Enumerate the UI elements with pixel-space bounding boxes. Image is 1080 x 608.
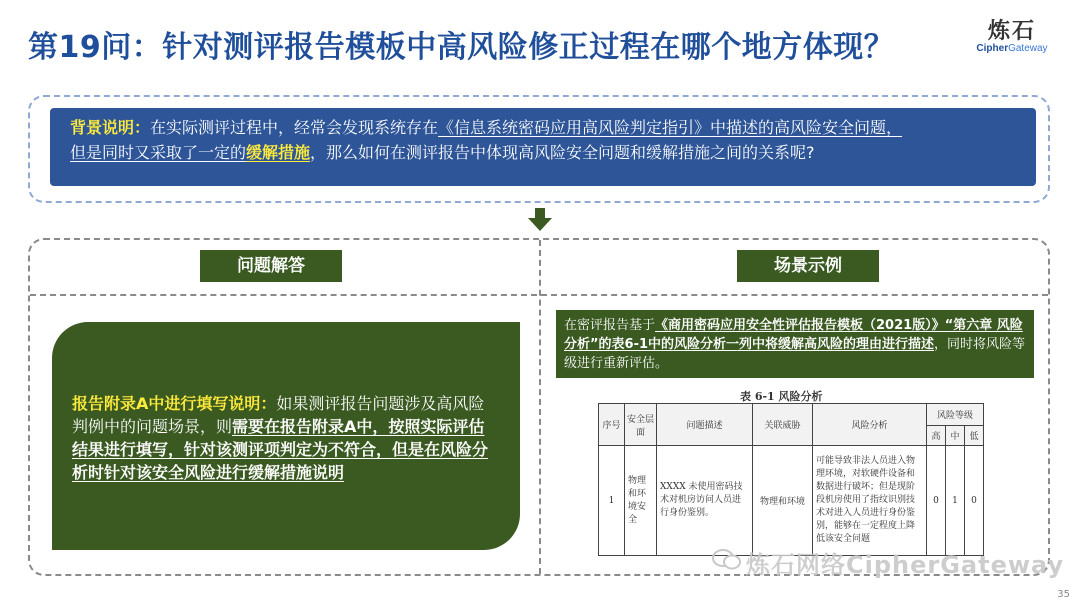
column-divider xyxy=(539,240,541,574)
td-high: 0 xyxy=(927,446,946,556)
td-no: 1 xyxy=(599,446,625,556)
background-text-3: 但是同时又采取了一定的 xyxy=(70,143,247,162)
arrow-down-icon xyxy=(527,208,553,232)
background-text-1: 在实际测评过程中，经常会发现系统存在 xyxy=(150,118,439,137)
background-label: 背景说明： xyxy=(70,118,151,137)
th-layer: 安全层面 xyxy=(625,404,657,446)
scene-text-1: 在密评报告基于 xyxy=(564,318,656,333)
th-low: 低 xyxy=(964,426,983,446)
answer-header: 问题解答 xyxy=(200,250,342,282)
wechat-icon xyxy=(712,548,742,572)
td-threat: 物理和环境 xyxy=(753,446,813,556)
table-row xyxy=(599,446,984,556)
scene-header: 场景示例 xyxy=(737,250,879,282)
th-analysis: 风险分析 xyxy=(813,404,927,446)
table-title: 表 6-1 风险分析 xyxy=(740,390,823,403)
th-threat: 关联威胁 xyxy=(753,404,813,446)
th-issue: 问题描述 xyxy=(657,404,753,446)
td-issue: XXXX 未使用密码技术对机房访问人员进行身份鉴别。 xyxy=(657,446,753,556)
th-level: 风险等级 xyxy=(927,404,984,426)
page-number: 35 xyxy=(1057,589,1070,600)
td-low: 0 xyxy=(964,446,983,556)
page-title: 第19问：针对测评报告模板中高风险修正过程在哪个地方体现？ xyxy=(28,30,895,65)
th-no: 序号 xyxy=(599,404,625,446)
th-high: 高 xyxy=(927,426,946,446)
scene-box xyxy=(556,310,1034,378)
answer-text-2: 需要在报告附录A中，按照实际评估结果进行填写，针对该测评项判定为不符合，但是在风险分析时针对该安全风险进行缓解措施说明 xyxy=(72,417,489,482)
background-text-2: 《信息系统密码应用高风险判定指引》中描述的高风险安全问题， xyxy=(438,118,903,137)
th-mid: 中 xyxy=(945,426,964,446)
watermark-text: 炼石网络CipherGateway xyxy=(746,551,1065,579)
answer-label: 报告附录A中进行填写说明： xyxy=(72,394,277,413)
scene-text-3: ，同时将风险等级进行重新评估。 xyxy=(564,337,1026,371)
answer-text-1: 如果测评报告问题涉及高风险判例中的问题场景，则 xyxy=(72,394,485,436)
risk-analysis-table xyxy=(598,403,984,556)
logo-cn-text: 炼石 xyxy=(987,19,1036,44)
answer-box xyxy=(52,322,520,550)
background-text-5: ，那么如何在测评报告中体现高风险安全问题和缓解措施之间的关系呢? xyxy=(310,143,815,162)
scene-text-2: 《商用密码应用安全性评估报告模板（2021版）》“第六章 风险分析”的表6-1中的风险分析一列中将缓解高风险的理由进行描述 xyxy=(564,318,1023,352)
td-analysis: 可能导致非法人员进入物理环境，对软硬件设备和数据进行破坏；但是现阶段机房使用了指纹识别技术对进入人员进行身份鉴别，能够在一定程度上降低该安全问题 xyxy=(813,446,927,556)
logo-en-text: CipherGateway xyxy=(976,43,1048,54)
td-mid: 1 xyxy=(945,446,964,556)
td-layer: 物理和环境安全 xyxy=(625,446,657,556)
background-box xyxy=(50,108,1036,186)
background-text-4: 缓解措施 xyxy=(246,143,311,162)
company-logo xyxy=(972,14,1052,54)
